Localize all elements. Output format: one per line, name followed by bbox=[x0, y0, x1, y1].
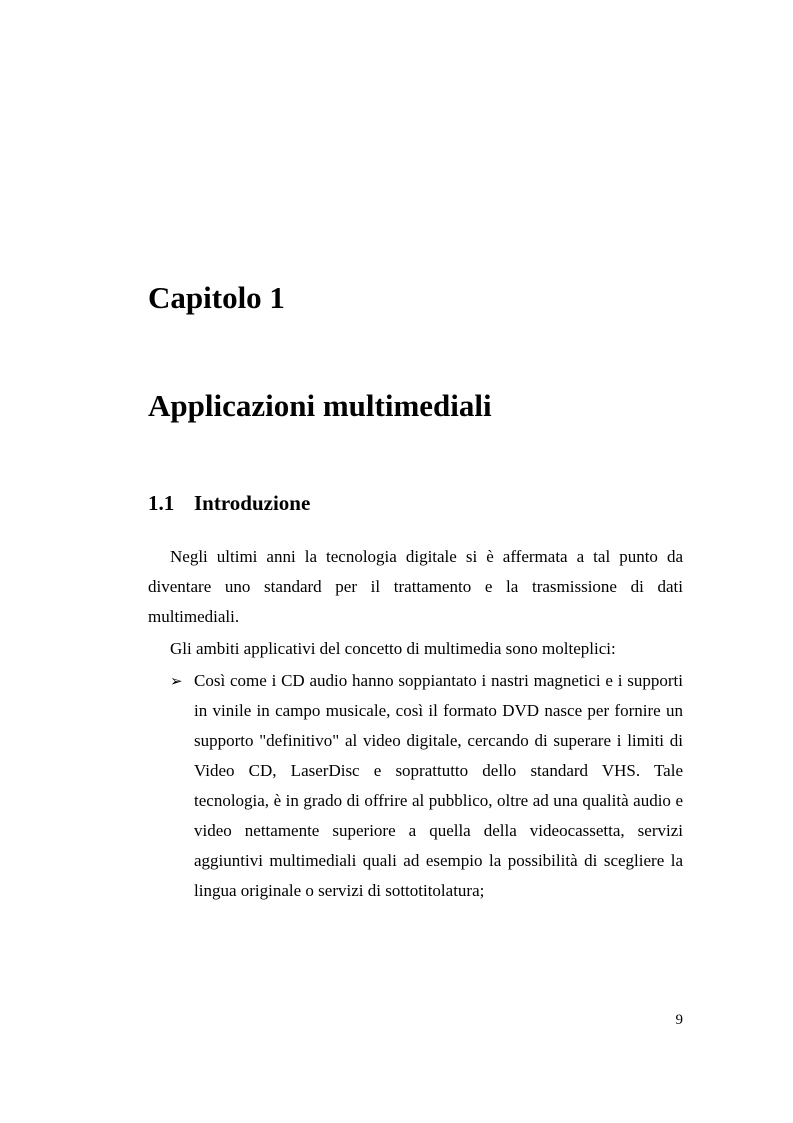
section-title: Introduzione bbox=[194, 491, 311, 515]
section-number: 1.1 bbox=[148, 491, 175, 515]
applications-lead-paragraph: Gli ambiti applicativi del concetto di multimedia sono molteplici: bbox=[170, 639, 616, 658]
intro-paragraph: Negli ultimi anni la tecnologia digitale si è affermata a tal punto da diventare uno standard per il trattamento e la trasmissione di dati multimediali. bbox=[148, 547, 683, 626]
chapter-label: Capitolo 1 bbox=[148, 280, 285, 315]
bullet-text: Così come i CD audio hanno soppiantato i nastri magnetici e i supporti in vinile in campo musicale, così il formato DVD nasce per fornire un supporto "definitivo" al video digitale, cercando di superare i limiti di Video CD, LaserDisc e soprattutto dello standard VHS. Tale tecnologia, è in grado di offrire al pubblico, oltre ad una qualità audio e video nettamente superiore a quella della videocassetta, servizi aggiuntivi multimediali quali ad esempio la possibilità di scegliere la lingua originale o servizi di sottotitolatura; bbox=[194, 671, 683, 900]
page-number: 9 bbox=[675, 1012, 683, 1028]
chapter-title: Applicazioni multimediali bbox=[148, 388, 492, 423]
bullet-list-item bbox=[170, 666, 683, 906]
section-heading bbox=[148, 490, 310, 516]
arrow-bullet-icon: ➢ bbox=[170, 672, 183, 690]
